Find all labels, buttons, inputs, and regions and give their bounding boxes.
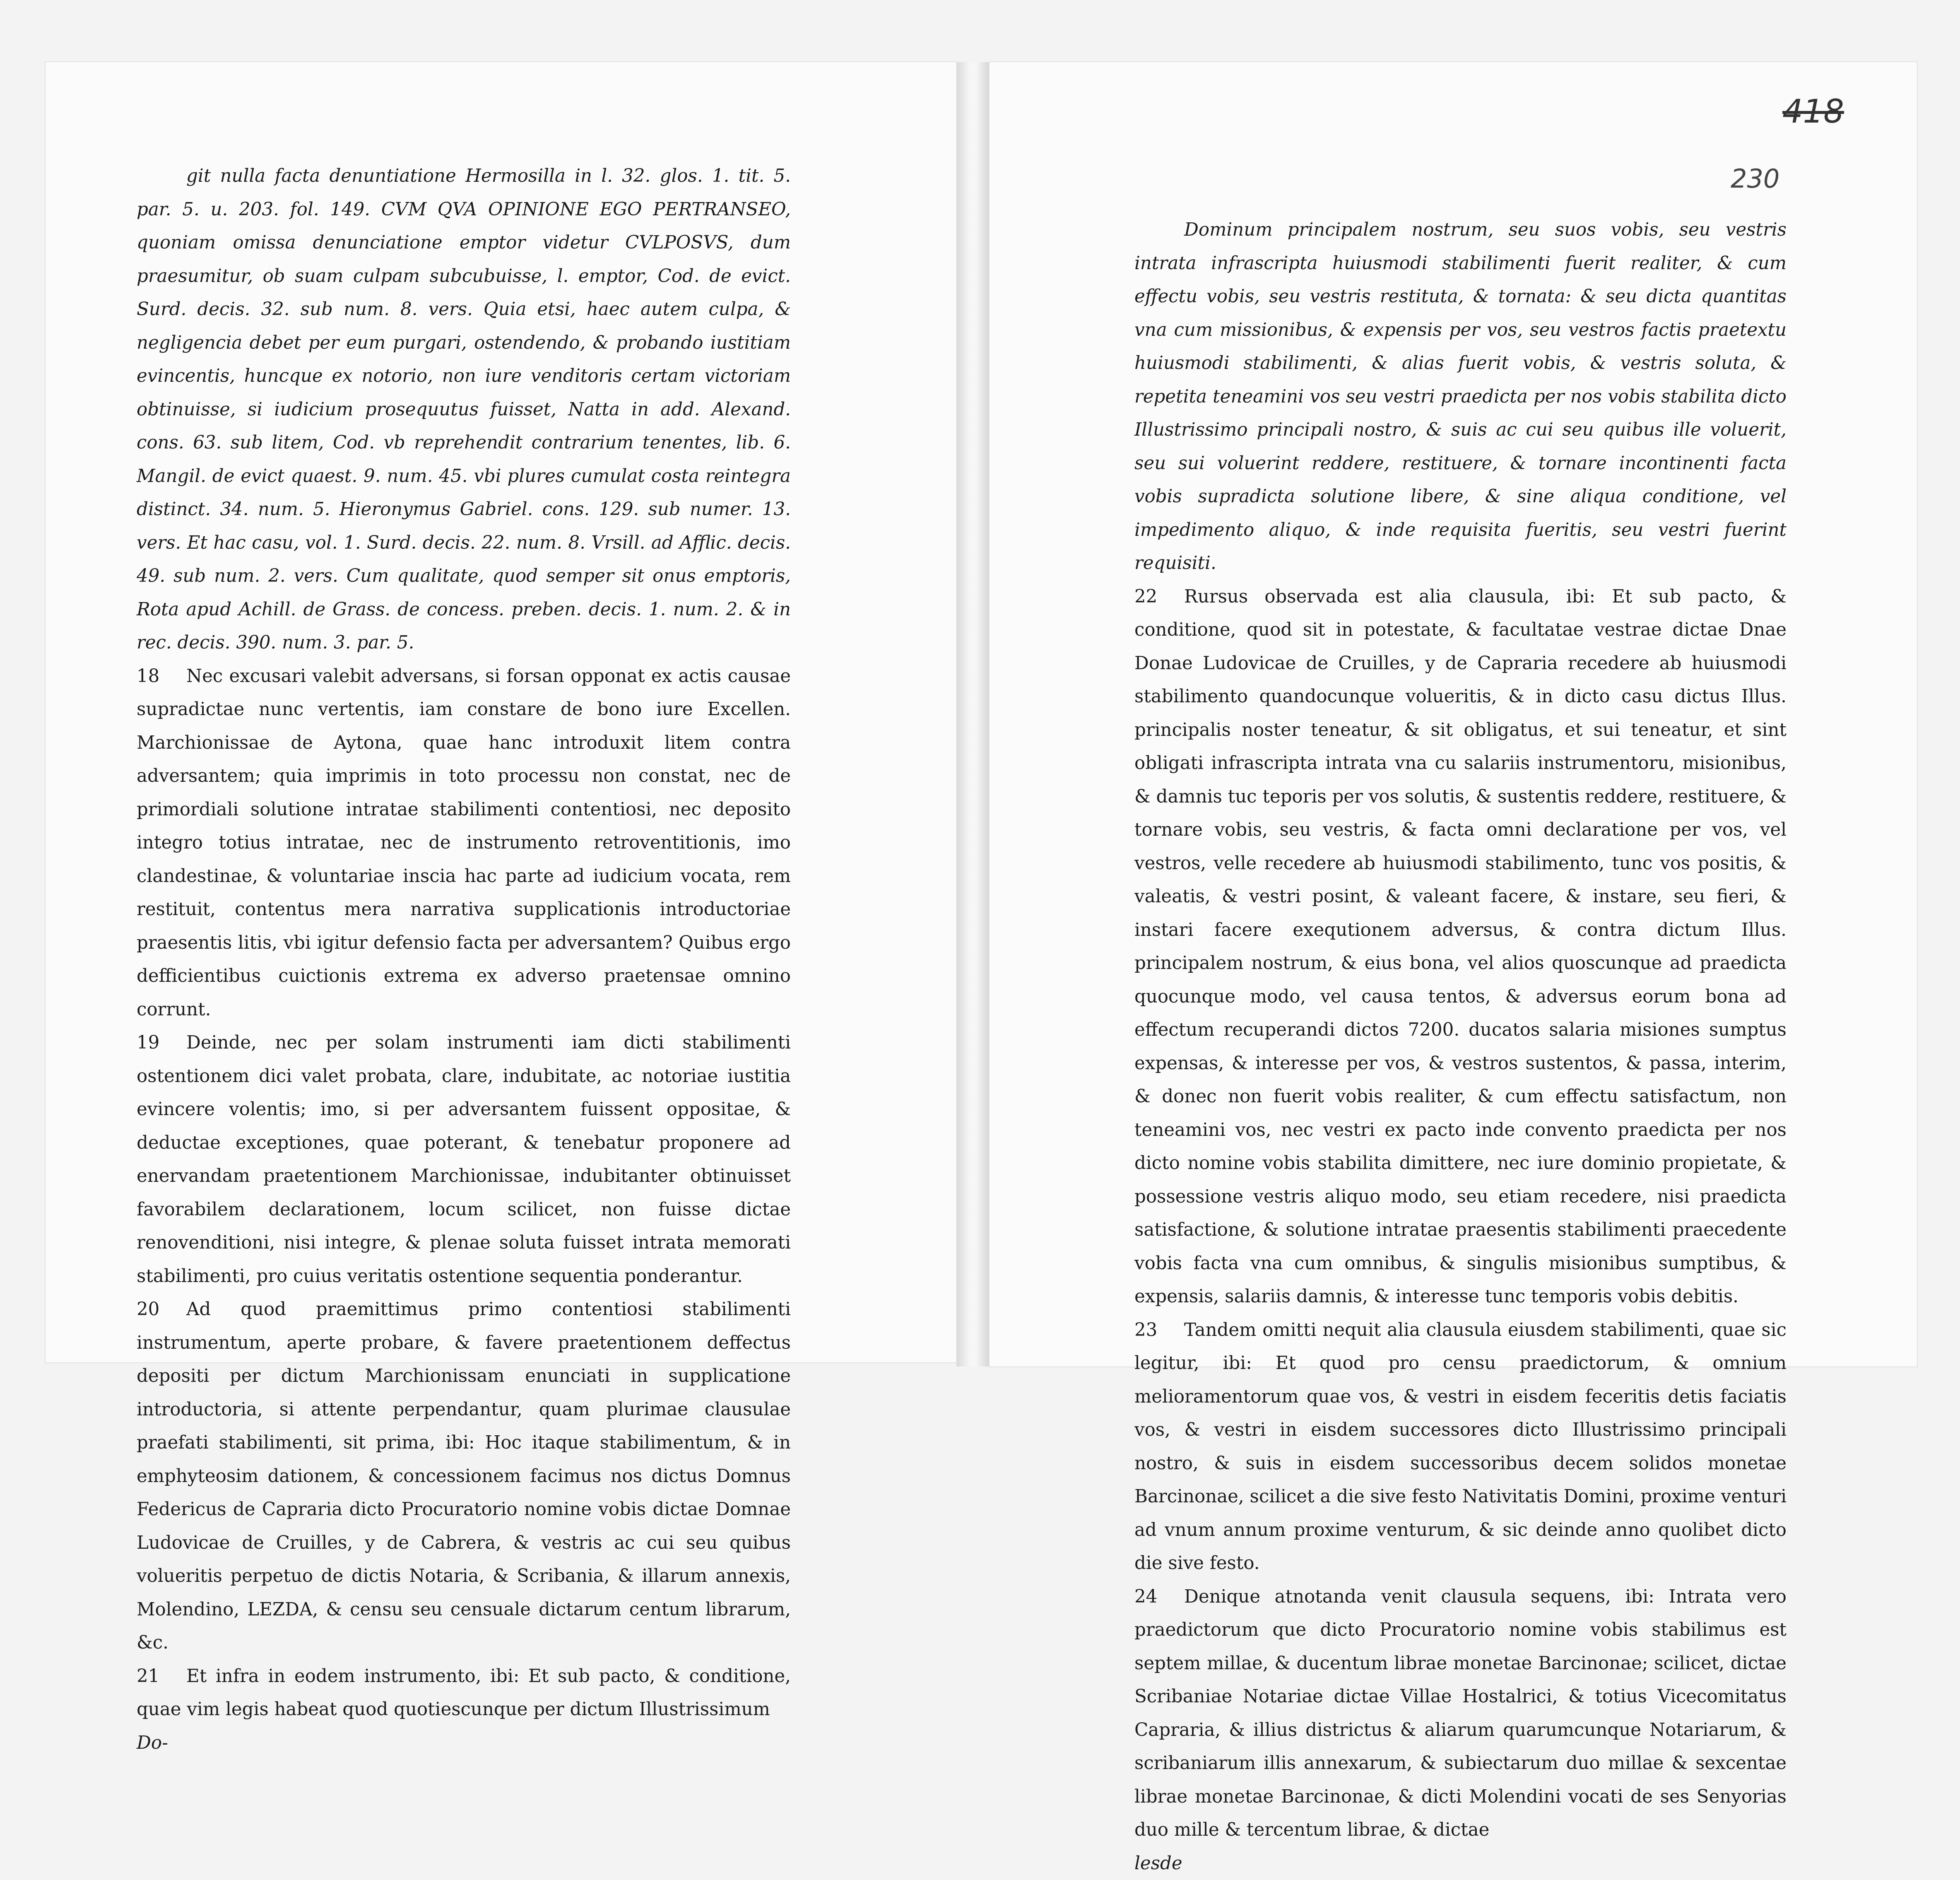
paragraph-number: 22: [1134, 580, 1184, 614]
paragraph-number: 19: [137, 1026, 186, 1060]
folio-number-struck: 418: [1782, 93, 1844, 130]
paragraph-number: 18: [137, 660, 186, 693]
left-text-column: [137, 159, 791, 1315]
paragraph: [1134, 580, 1787, 1314]
paragraph-number: 20: [137, 1293, 186, 1326]
paragraph-number: 24: [1134, 1580, 1184, 1614]
paragraph: [1134, 1314, 1787, 1580]
catchword: lesde: [1134, 1847, 1787, 1880]
paragraph-text: Dominum principalem nostrum, seu suos vobis, seu vestris intrata infrascripta huiusmodi stabilimenti fuerit realiter, & cum effectu vobis, seu vestris restituta, & tornata: & seu dicta quantitas vna cum missionibus, & expensis per vos, seu vestros factis praetextu huiusmodi stabilimenti, & alias fuerit vobis, & vestris soluta, & repetita teneamini vos seu vestri praedicta per nos vobis stabilita dicto Illustrissimo principali nostro, & suis ac cui seu quibus ille voluerit, seu sui voluerint reddere, restituere, & tornare incontinenti facta vobis supradicta solutione libere, & sine aliqua conditione, vel impedimento aliquo, & inde requisita fueritis, seu vestri fuerint requisiti.: [1134, 219, 1787, 574]
paragraph-number: 23: [1134, 1314, 1184, 1347]
book-gutter: [956, 62, 990, 1367]
paragraph-text: Denique atnotanda venit clausula sequens, ibi: Intrata vero praedictorum que dicto Procuratorio nomine vobis stabilimus est septem millae, & ducentum librae monetae Barcinonae; scilicet, dictae Scribaniae Notariae dictae Villae Hostalrici, & totius Vicecomitatus Capraria, & illius districtus & aliarum quarumcunque Notariarum, & scribaniarum illis annexarum, & subiectarum duo millae & sexcentae librae monetae Barcinonae, & dicti Molendini vocati de ses Senyorias duo mille & tercentum librae, & dictae: [1134, 1586, 1787, 1841]
paragraph: [1134, 213, 1787, 580]
folio-number-new: 230: [1731, 164, 1779, 194]
right-text-column: [1134, 213, 1787, 1356]
paragraph-text: Et infra in eodem instrumento, ibi: Et sub pacto, & conditione, quae vim legis habeat quod quotiescunque per dictum Illustrissimum: [137, 1666, 791, 1720]
paragraph: [1134, 1580, 1787, 1847]
paragraph-text: git nulla facta denuntiatione Hermosilla in l. 32. glos. 1. tit. 5. par. 5. u. 203. fol. 149. CVM QVA OPINIONE EGO PERTRANSEO, quoniam omissa denunciatione emptor videtur CVLPOSVS, dum praesumitur, ob suam culpam subcubuisse, l. emptor, Cod. de evict. Surd. decis. 32. sub num. 8. vers. Quia etsi, haec autem culpa, & negligencia debet per eum purgari, ostendendo, & probando iustitiam evincentis, huncque ex notorio, non iure venditoris certam victoriam obtinuisse, si iudicium prosequutus fuisset, Natta in add. Alexand. cons. 63. sub litem, Cod. vb reprehendit contrarium tenentes, lib. 6. Mangil. de evict quaest. 9. num. 45. vbi plures cumulat costa reintegra distinct. 34. num. 5. Hieronymus Gabriel. cons. 129. sub numer. 13. vers. Et hac casu, vol. 1. Surd. decis. 22. num. 8. Vrsill. ad Afflic. decis. 49. sub num. 2. vers. Cum qualitate, quod semper sit onus emptoris, Rota apud Achill. de Grass. de concess. preben. decis. 1. num. 2. & in rec. decis. 390. num. 3. par. 5.: [137, 166, 791, 653]
paragraph: [137, 1660, 791, 1726]
paragraph: [137, 1026, 791, 1293]
paragraph-text: Ad quod praemittimus primo contentiosi stabilimenti instrumentum, aperte probare, & favere praetentionem deffectus depositi per dictum Marchionissam enunciati in supplicatione introductoria, si attente perpendantur, quam plurimae clausulae praefati stabilimenti, sit prima, ibi: Hoc itaque stabilimentum, & in emphyteosim dationem, & concessionem facimus nos dictus Domnus Federicus de Capraria dicto Procuratorio nomine vobis dictae Domnae Ludovicae de Cruilles, y de Cabrera, & vestris ac cui seu quibus volueritis perpetuo de dictis Notaria, & Scribania, & illarum annexis, Molendino, LEZDA, & censu seu censuale dictarum centum librarum, &c.: [137, 1299, 791, 1653]
paragraph-text: Tandem omitti nequit alia clausula eiusdem stabilimenti, quae sic legitur, ibi: Et quod pro censu praedictorum, & omnium melioramentorum quae vos, & vestri in eisdem feceritis detis faciatis vos, & vestri in eisdem successores dicto Illustrissimo principali nostro, & suis in eisdem successoribus decem solidos monetae Barcinonae, scilicet a die sive festo Nativitatis Domini, proxime venturi ad vnum annum proxime venturum, & sic deinde anno quolibet dicto die sive festo.: [1134, 1320, 1787, 1574]
paragraph-text: Rursus observada est alia clausula, ibi: Et sub pacto, & conditione, quod sit in potestate, & facultatae vestrae dictae Dnae Donae Ludovicae de Cruilles, y de Capraria recedere ab huiusmodi stabilimento quandocunque volueritis, & in dicto casu dictus Illus. principalis noster teneatur, & sit obligatus, et sui teneatur, et sint obligati infrascripta intrata vna cu salariis instrumentoru, misionibus, & damnis tuc teporis per vos solutis, & sustentis reddere, restituere, & tornare vobis, seu vestris, & facta omni declaratione per vos, vel vestros, velle recedere ab huiusmodi stabilimento, tunc vos positis, & valeatis, & vestri posint, & valeant facere, & instare, seu fieri, & instari facere exequtionem adversus, & contra dictum Illus. principalem nostrum, & eius bona, vel alios quoscunque ad praedicta quocunque modo, vel causa tentos, & adversus eorum bona ad effectum recuperandi dictos 7200. ducatos salaria misiones sumptus expensas, & interesse per vos, & vestros sustentos, & passa, interim, & donec non fuerit vobis realiter, & cum effectu satisfactum, non teneamini vos, nec vestri ex pacto inde convento praedicta per nos dicto nomine vobis stabilita dimittere, nec iure dominio propietate, & possessione vestris aliquo modo, seu etiam recedere, nisi praedicta satisfactione, & solutione intratae praesentis stabilimenti praecedente vobis facta vna cum omnibus, & singulis misionibus sumptibus, & expensis, salariis damnis, & interesse tunc temporis vobis debitis.: [1134, 586, 1787, 1307]
paragraph-number: 21: [137, 1660, 186, 1693]
paragraph: [137, 660, 791, 1027]
catchword: Do-: [137, 1726, 791, 1760]
paragraph: [137, 1293, 791, 1660]
paragraph-text: Nec excusari valebit adversans, si forsan opponat ex actis causae supradictae nunc vertentis, iam constare de bono iure Excellen. Marchionissae de Aytona, quae hanc introduxit litem contra adversantem; quia imprimis in toto processu non constat, nec de primordiali solutione intratae stabilimenti contentiosi, nec deposito integro totius intratae, nec de instrumento retroventitionis, imo clandestinae, & voluntariae inscia hac parte ad iudicium vocata, rem restituit, contentus mera narrativa supplicationis introductoriae praesentis litis, vbi igitur defensio facta per adversantem? Quibus ergo defficientibus cuictionis extrema ex adverso praetensae omnino corrunt.: [137, 666, 791, 1020]
paragraph-text: Deinde, nec per solam instrumenti iam dicti stabilimenti ostentionem dici valet probata, clare, indubitate, ac notoriae iustitia evincere volentis; imo, si per adversantem fuissent oppositae, & deductae exceptiones, quae poterant, & tenebatur proponere ad enervandam praetentionem Marchionissae, indubitanter obtinuisset favorabilem declarationem, locum scilicet, non fuisse dictae renovenditioni, nisi integre, & plenae soluta fuisset intrata memorati stabilimenti, pro cuius veritatis ostentione sequentia ponderantur.: [137, 1032, 791, 1287]
paragraph: [137, 159, 791, 660]
